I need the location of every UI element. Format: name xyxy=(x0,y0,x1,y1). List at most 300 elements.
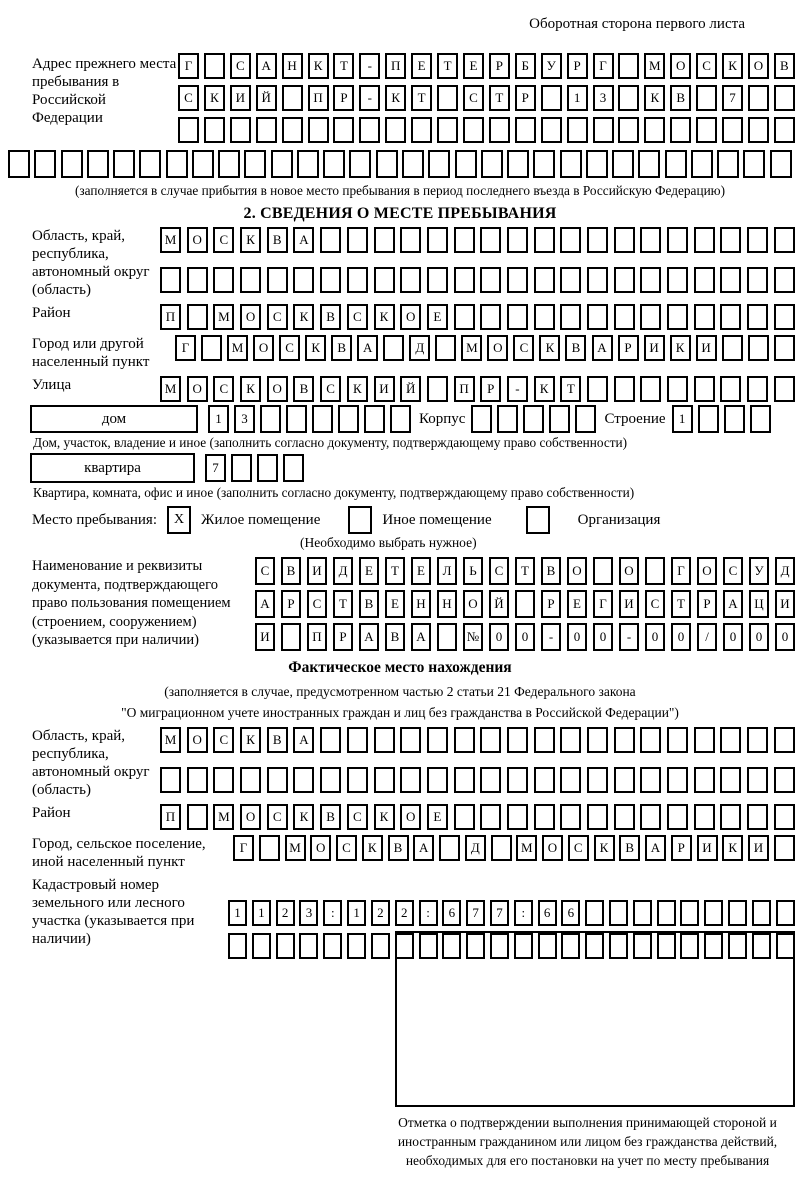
char-cell: Б xyxy=(515,53,536,79)
char-cell xyxy=(720,267,741,293)
apartment-row xyxy=(30,453,800,483)
char-cell xyxy=(667,376,688,402)
checkbox-organization xyxy=(526,506,550,534)
char-cell xyxy=(491,835,512,861)
char-cell xyxy=(638,150,660,178)
char-cell xyxy=(383,335,404,361)
char-cell xyxy=(312,405,333,433)
char-cell: Р xyxy=(480,376,501,402)
char-cell xyxy=(204,117,225,143)
char-cell xyxy=(320,267,341,293)
char-cell xyxy=(297,150,319,178)
char-cell: К xyxy=(534,376,555,402)
char-cell: О xyxy=(267,376,288,402)
char-cell xyxy=(774,117,795,143)
prev-address-cells xyxy=(178,53,795,143)
char-cell: : xyxy=(419,900,438,926)
char-cell xyxy=(534,804,555,830)
char-cell xyxy=(271,150,293,178)
char-cell xyxy=(349,150,371,178)
char-cell xyxy=(187,767,208,793)
char-cell: - xyxy=(359,53,380,79)
char-cell xyxy=(593,117,614,143)
char-cell xyxy=(645,557,665,585)
street-block xyxy=(32,376,795,402)
char-cell: : xyxy=(514,900,533,926)
char-cell xyxy=(747,804,768,830)
char-cell xyxy=(364,405,385,433)
char-cell xyxy=(587,304,608,330)
char-cell xyxy=(402,150,424,178)
char-cell: О xyxy=(187,727,208,753)
house-row xyxy=(30,405,800,433)
char-cell: № xyxy=(463,623,483,651)
char-cell: О xyxy=(187,227,208,253)
char-cell: С xyxy=(267,804,288,830)
char-cell xyxy=(160,267,181,293)
char-cell xyxy=(282,117,303,143)
char-cell: Е xyxy=(567,590,587,618)
char-cell xyxy=(774,804,795,830)
prev-address-label: Адрес прежнего места пребывания в Российской Федерации xyxy=(32,56,177,126)
char-cell xyxy=(534,727,555,753)
char-cell: Н xyxy=(282,53,303,79)
char-cell: И xyxy=(307,557,327,585)
char-cell: В xyxy=(331,335,352,361)
char-cell xyxy=(747,727,768,753)
char-cell: М xyxy=(213,304,234,330)
char-cell: Р xyxy=(515,85,536,111)
char-cell xyxy=(293,267,314,293)
char-cell xyxy=(614,727,635,753)
char-cell: 0 xyxy=(775,623,795,651)
char-cell: О xyxy=(670,53,691,79)
char-cell: Д xyxy=(333,557,353,585)
char-cell: С xyxy=(307,590,327,618)
char-cell xyxy=(618,85,639,111)
char-cell: С xyxy=(255,557,275,585)
char-cell xyxy=(213,767,234,793)
char-cell xyxy=(541,85,562,111)
house-caption: Дом, участок, владение и иное (заполнить согласно документу, подтверждающему право собственности) xyxy=(33,435,628,450)
char-cell xyxy=(113,150,135,178)
char-cell xyxy=(567,117,588,143)
char-cell xyxy=(752,900,771,926)
char-cell: Т xyxy=(489,85,510,111)
char-cell xyxy=(614,267,635,293)
char-cell xyxy=(8,150,30,178)
char-cell xyxy=(587,267,608,293)
char-cell xyxy=(400,267,421,293)
char-cell: С xyxy=(279,335,300,361)
apartment-caption: Квартира, комната, офис и иное (заполнить согласно документу, подтверждающему право собственности) xyxy=(33,485,635,500)
char-cell xyxy=(747,376,768,402)
char-cell xyxy=(308,117,329,143)
document-label: Наименование и реквизиты документа, подтверждающего право пользования помещением (строением, сооружением) (указывается при наличии) xyxy=(32,558,231,648)
char-cell xyxy=(338,405,359,433)
cadastre-row-2 xyxy=(228,933,795,959)
district-label: Район xyxy=(32,305,71,321)
char-cell: Т xyxy=(333,590,353,618)
actual-location-caption-1: (заполняется в случае, предусмотренном частью 2 статьи 21 Федерального закона xyxy=(164,684,636,699)
char-cell xyxy=(347,227,368,253)
char-cell xyxy=(320,727,341,753)
char-cell: С xyxy=(463,85,484,111)
char-cell xyxy=(750,405,771,433)
char-cell: И xyxy=(748,835,769,861)
char-cell xyxy=(640,227,661,253)
char-cell: 7 xyxy=(205,454,226,482)
char-cell: К xyxy=(308,53,329,79)
char-cell xyxy=(347,767,368,793)
char-cell: С xyxy=(347,304,368,330)
char-cell xyxy=(347,933,366,959)
char-cell: 0 xyxy=(515,623,535,651)
char-cell xyxy=(774,335,795,361)
char-cell: В xyxy=(541,557,561,585)
char-cell xyxy=(400,227,421,253)
char-cell xyxy=(667,267,688,293)
char-cell xyxy=(614,376,635,402)
char-cell xyxy=(480,227,501,253)
char-cell xyxy=(192,150,214,178)
char-cell: М xyxy=(644,53,665,79)
char-cell xyxy=(534,227,555,253)
checkbox-other-premises xyxy=(348,506,372,534)
char-cell: И xyxy=(775,590,795,618)
char-cell xyxy=(276,933,295,959)
char-cell xyxy=(87,150,109,178)
char-cell xyxy=(587,227,608,253)
char-cell: Е xyxy=(385,590,405,618)
char-cell xyxy=(560,267,581,293)
char-cell: 1 xyxy=(252,900,271,926)
region2-cells xyxy=(160,727,795,799)
char-cell xyxy=(670,117,691,143)
char-cell xyxy=(240,267,261,293)
char-cell: В xyxy=(293,376,314,402)
actual-location-caption-2: "О миграционном учете иностранных граждан и лиц без гражданства в Российской Федерации") xyxy=(121,705,679,720)
char-cell xyxy=(257,454,278,482)
char-cell: Г xyxy=(178,53,199,79)
char-cell xyxy=(466,933,485,959)
char-cell: А xyxy=(256,53,277,79)
char-cell xyxy=(507,804,528,830)
char-cell xyxy=(640,304,661,330)
char-cell: О xyxy=(463,590,483,618)
char-cell xyxy=(256,117,277,143)
char-cell: Р xyxy=(489,53,510,79)
char-cell xyxy=(644,117,665,143)
char-cell xyxy=(614,767,635,793)
char-cell: П xyxy=(160,804,181,830)
char-cell xyxy=(704,900,723,926)
cadastre-block xyxy=(32,876,795,959)
char-cell xyxy=(260,405,281,433)
char-cell: С xyxy=(645,590,665,618)
prev-address-row-4 xyxy=(8,150,792,178)
char-cell: 2 xyxy=(395,900,414,926)
char-cell xyxy=(252,933,271,959)
char-cell xyxy=(481,150,503,178)
char-cell: 0 xyxy=(671,623,691,651)
city2-block xyxy=(32,835,795,871)
prev-address-block xyxy=(32,53,795,143)
char-cell xyxy=(507,267,528,293)
char-cell xyxy=(680,900,699,926)
char-cell xyxy=(774,835,795,861)
char-cell xyxy=(585,933,604,959)
stay-type-row xyxy=(32,506,800,534)
char-cell xyxy=(587,767,608,793)
char-cell: 1 xyxy=(672,405,693,433)
char-cell xyxy=(347,727,368,753)
char-cell xyxy=(614,304,635,330)
char-cell xyxy=(541,117,562,143)
char-cell: Р xyxy=(697,590,717,618)
char-cell xyxy=(437,85,458,111)
char-cell xyxy=(560,227,581,253)
char-cell xyxy=(694,767,715,793)
char-cell xyxy=(187,267,208,293)
char-cell xyxy=(585,900,604,926)
section2-title: 2. СВЕДЕНИЯ О МЕСТЕ ПРЕБЫВАНИЯ xyxy=(243,205,557,222)
char-cell: В xyxy=(281,557,301,585)
char-cell xyxy=(507,150,529,178)
char-cell: В xyxy=(359,590,379,618)
char-cell xyxy=(696,117,717,143)
street-label: Улица xyxy=(32,377,72,393)
char-cell xyxy=(515,117,536,143)
char-cell xyxy=(657,900,676,926)
char-cell: А xyxy=(411,623,431,651)
char-cell: Е xyxy=(411,557,431,585)
char-cell xyxy=(514,933,533,959)
char-cell xyxy=(774,727,795,753)
char-cell xyxy=(490,933,509,959)
city-row xyxy=(175,335,795,371)
char-cell xyxy=(333,117,354,143)
document-row-1 xyxy=(255,557,795,585)
char-cell xyxy=(587,804,608,830)
char-cell: С xyxy=(213,727,234,753)
char-cell: Г xyxy=(175,335,196,361)
char-cell xyxy=(618,117,639,143)
char-cell: С xyxy=(568,835,589,861)
char-cell xyxy=(704,933,723,959)
char-cell xyxy=(359,117,380,143)
char-cell: О xyxy=(400,304,421,330)
char-cell: К xyxy=(722,53,743,79)
char-cell: М xyxy=(160,227,181,253)
char-cell: С xyxy=(723,557,743,585)
char-cell xyxy=(586,150,608,178)
char-cell: С xyxy=(178,85,199,111)
char-cell: У xyxy=(749,557,769,585)
char-cell: / xyxy=(697,623,717,651)
char-cell: - xyxy=(359,85,380,111)
char-cell: М xyxy=(285,835,306,861)
char-cell: П xyxy=(308,85,329,111)
char-cell xyxy=(694,727,715,753)
street-row xyxy=(160,376,795,402)
char-cell: Т xyxy=(385,557,405,585)
char-cell: М xyxy=(160,376,181,402)
char-cell xyxy=(770,150,792,178)
char-cell xyxy=(640,376,661,402)
char-cell xyxy=(694,804,715,830)
prev-address-row-1 xyxy=(178,53,795,79)
char-cell xyxy=(694,227,715,253)
char-cell xyxy=(694,376,715,402)
region-cells xyxy=(160,227,795,299)
char-cell xyxy=(139,150,161,178)
char-cell xyxy=(720,376,741,402)
char-cell xyxy=(507,304,528,330)
char-cell xyxy=(774,767,795,793)
char-cell: 0 xyxy=(645,623,665,651)
char-cell: - xyxy=(541,623,561,651)
char-cell: К xyxy=(293,304,314,330)
apartment-box: квартира xyxy=(30,453,195,483)
char-cell xyxy=(61,150,83,178)
char-cell xyxy=(667,767,688,793)
char-cell xyxy=(717,150,739,178)
char-cell: К xyxy=(362,835,383,861)
char-cell xyxy=(720,727,741,753)
korpus-label: Корпус xyxy=(419,410,466,427)
char-cell xyxy=(575,405,596,433)
city-block xyxy=(32,335,795,371)
char-cell xyxy=(587,376,608,402)
char-cell: : xyxy=(323,900,342,926)
char-cell xyxy=(748,335,769,361)
char-cell xyxy=(680,933,699,959)
char-cell xyxy=(748,117,769,143)
char-cell: М xyxy=(213,804,234,830)
char-cell xyxy=(507,727,528,753)
char-cell xyxy=(187,804,208,830)
char-cell: О xyxy=(187,376,208,402)
char-cell xyxy=(267,267,288,293)
house-cells xyxy=(208,405,411,433)
char-cell xyxy=(427,227,448,253)
checkbox-residential: X xyxy=(167,506,191,534)
char-cell xyxy=(374,727,395,753)
char-cell: К xyxy=(240,227,261,253)
char-cell xyxy=(748,85,769,111)
char-cell: 7 xyxy=(722,85,743,111)
char-cell: Е xyxy=(427,304,448,330)
char-cell: О xyxy=(240,304,261,330)
char-cell: Л xyxy=(437,557,457,585)
char-cell: А xyxy=(357,335,378,361)
char-cell xyxy=(722,117,743,143)
char-cell xyxy=(633,933,652,959)
char-cell xyxy=(743,150,765,178)
char-cell: 1 xyxy=(228,900,247,926)
char-cell xyxy=(665,150,687,178)
char-cell xyxy=(480,767,501,793)
char-cell: С xyxy=(489,557,509,585)
char-cell xyxy=(293,767,314,793)
char-cell: 0 xyxy=(723,623,743,651)
char-cell: 7 xyxy=(490,900,509,926)
char-cell: - xyxy=(619,623,639,651)
char-cell xyxy=(231,454,252,482)
char-cell xyxy=(267,767,288,793)
char-cell: Ь xyxy=(463,557,483,585)
char-cell xyxy=(204,53,225,79)
char-cell: А xyxy=(293,727,314,753)
char-cell xyxy=(752,933,771,959)
char-cell xyxy=(213,267,234,293)
char-cell: С xyxy=(230,53,251,79)
char-cell xyxy=(411,117,432,143)
char-cell: 3 xyxy=(593,85,614,111)
char-cell xyxy=(720,767,741,793)
char-cell xyxy=(390,405,411,433)
char-cell xyxy=(633,900,652,926)
char-cell: В xyxy=(388,835,409,861)
city2-row xyxy=(233,835,795,871)
char-cell xyxy=(371,933,390,959)
char-cell: И xyxy=(644,335,665,361)
stay-option-organization: Организация xyxy=(577,511,661,528)
char-cell xyxy=(454,804,475,830)
char-cell: Р xyxy=(333,85,354,111)
char-cell xyxy=(230,117,251,143)
char-cell: К xyxy=(240,376,261,402)
char-cell xyxy=(694,304,715,330)
char-cell: Т xyxy=(515,557,535,585)
char-cell: Т xyxy=(560,376,581,402)
stroenie-label: Строение xyxy=(604,410,666,427)
char-cell: Т xyxy=(411,85,432,111)
char-cell xyxy=(323,933,342,959)
char-cell: Т xyxy=(671,590,691,618)
char-cell xyxy=(724,405,745,433)
char-cell: Д xyxy=(465,835,486,861)
char-cell xyxy=(454,267,475,293)
char-cell xyxy=(667,804,688,830)
char-cell: С xyxy=(347,804,368,830)
char-cell xyxy=(507,767,528,793)
char-cell: О xyxy=(748,53,769,79)
char-cell: В xyxy=(267,227,288,253)
char-cell xyxy=(400,727,421,753)
char-cell: Н xyxy=(437,590,457,618)
document-row-3 xyxy=(255,623,795,651)
char-cell: О xyxy=(400,804,421,830)
char-cell xyxy=(347,267,368,293)
char-cell: П xyxy=(454,376,475,402)
actual-location-title: Фактическое место нахождения xyxy=(288,659,512,676)
char-cell: Е xyxy=(427,804,448,830)
char-cell: 3 xyxy=(299,900,318,926)
cadastre-row-1 xyxy=(228,900,795,926)
char-cell: В xyxy=(565,335,586,361)
char-cell: О xyxy=(240,804,261,830)
char-cell: 2 xyxy=(371,900,390,926)
char-cell xyxy=(720,227,741,253)
stroenie-cells xyxy=(672,405,771,433)
stay-option-other-premises: Иное помещение xyxy=(382,511,492,528)
char-cell: П xyxy=(307,623,327,651)
char-cell xyxy=(374,767,395,793)
char-cell: Г xyxy=(593,53,614,79)
house-box: дом xyxy=(30,405,198,433)
